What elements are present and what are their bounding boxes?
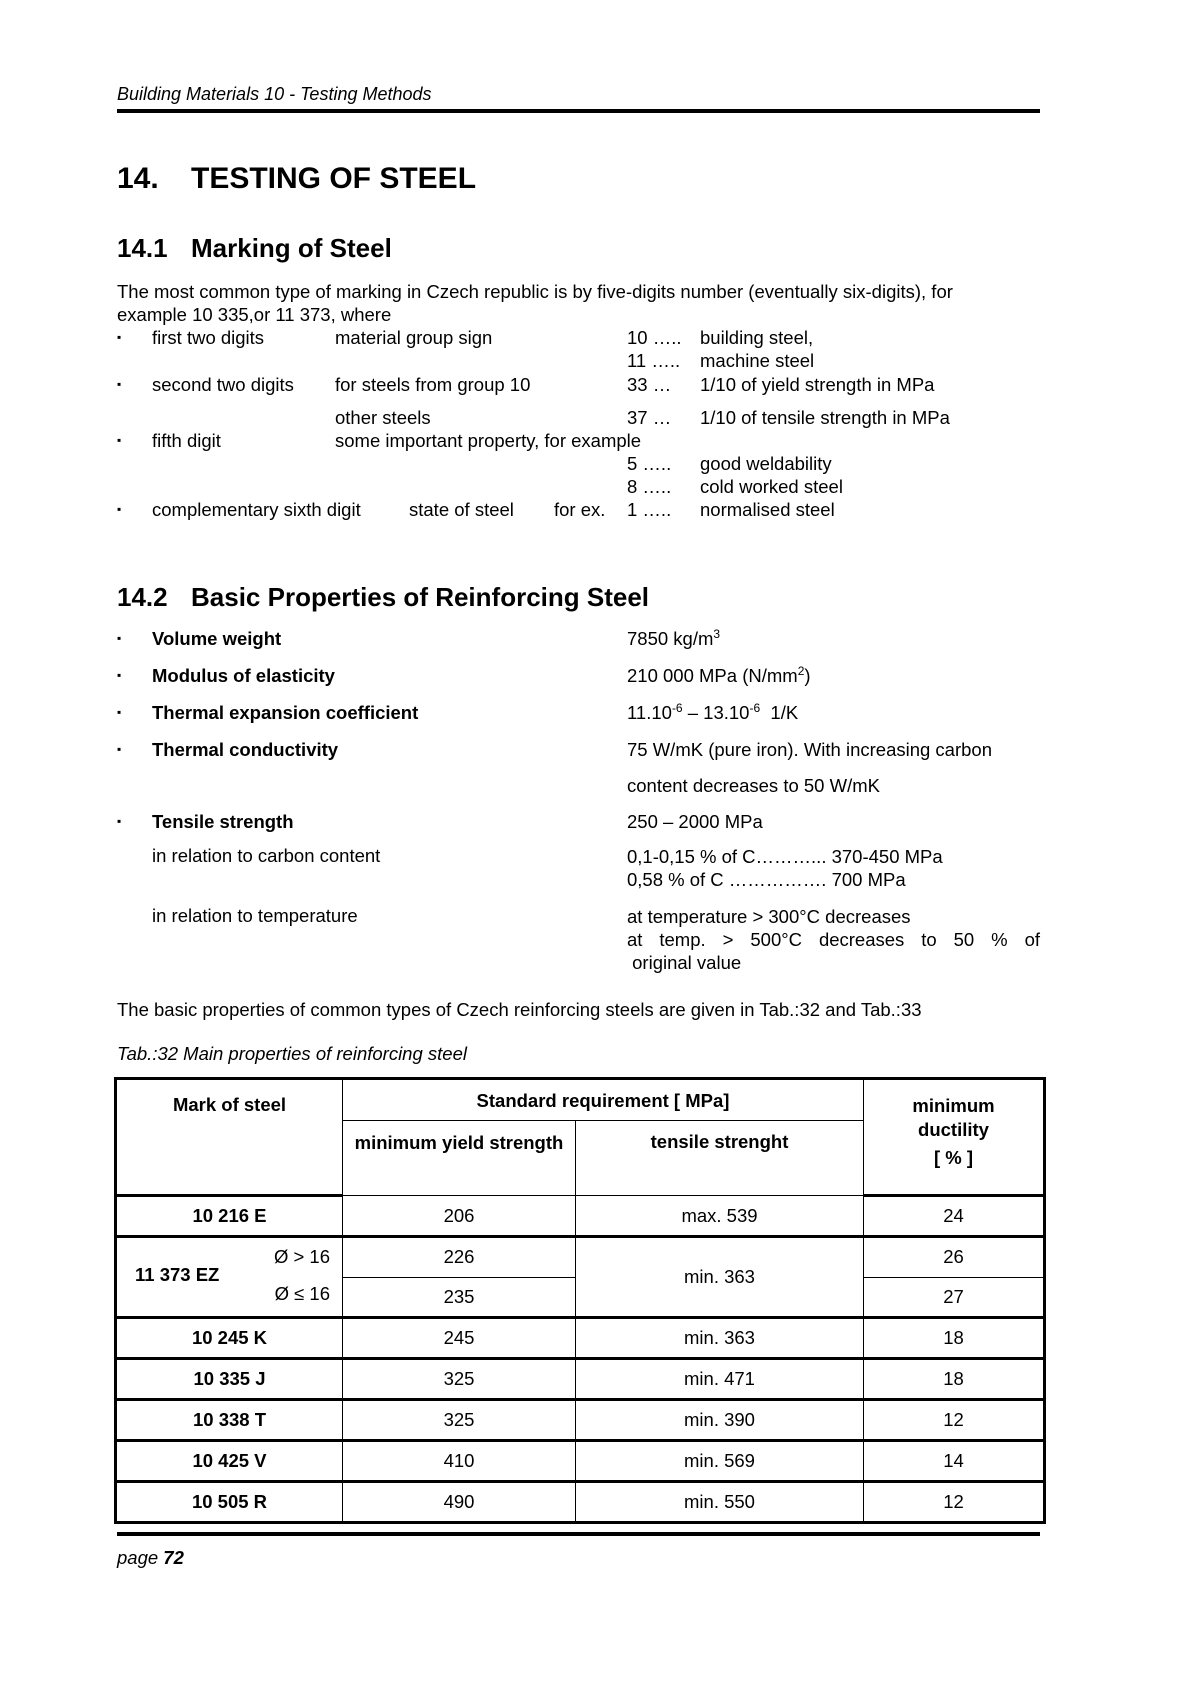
- bullet-icon: ▪: [117, 502, 122, 516]
- cell-ductility: 24: [864, 1196, 1045, 1237]
- running-header: Building Materials 10 - Testing Methods: [117, 84, 432, 104]
- cell-tensile: min. 550: [576, 1482, 864, 1523]
- cell-yield: 235: [343, 1277, 576, 1318]
- marking-row: [117, 475, 1040, 498]
- temperature-value-1: at temperature > 300°C decreases: [627, 906, 911, 927]
- footer-rule: [117, 1532, 1040, 1536]
- marking-code: 5 …..: [627, 453, 672, 474]
- property-label: Tensile strength: [152, 811, 294, 832]
- header-yield: minimum yield strength: [343, 1121, 576, 1196]
- bullet-icon: ▪: [117, 377, 122, 391]
- cell-mark-ez: [116, 1237, 343, 1318]
- property-value: 250 – 2000 MPa: [627, 811, 763, 832]
- temperature-value-3: original value: [627, 952, 742, 973]
- bullet-icon: ▪: [117, 814, 122, 828]
- cell-ductility: 27: [864, 1277, 1045, 1318]
- cell-mark: 10 216 E: [116, 1196, 343, 1237]
- marking-desc: 1/10 of yield strength in MPa: [700, 374, 935, 395]
- marking-code: 37 …: [627, 407, 672, 428]
- header-tensile: tensile strenght: [576, 1121, 864, 1196]
- value-text: 1/K: [760, 702, 799, 723]
- cell-tensile: min. 569: [576, 1441, 864, 1482]
- cell-tensile: min. 363: [576, 1237, 864, 1318]
- cell-mark: 11 373 EZ: [135, 1264, 220, 1285]
- property-value: [627, 664, 811, 687]
- diameter-above: Ø > 16: [273, 1246, 330, 1267]
- property-label: Volume weight: [152, 628, 282, 649]
- table-row: [116, 1482, 1045, 1523]
- header-ductility-2: ductility: [918, 1119, 989, 1140]
- bullet-icon: ▪: [117, 330, 122, 344]
- property-label: Thermal conductivity: [152, 739, 339, 760]
- cell-ductility: 26: [864, 1237, 1045, 1278]
- marking-row: [117, 326, 1040, 349]
- chapter-number: 14.: [117, 162, 159, 195]
- diameter-below: Ø ≤ 16: [274, 1283, 330, 1304]
- marking-row: [117, 373, 1040, 396]
- table-caption: Tab.:32 Main properties of reinforcing steel: [117, 1043, 467, 1064]
- marking-row: [117, 406, 1040, 429]
- marking-meaning: material group sign: [335, 327, 493, 348]
- cell-tensile: min. 363: [576, 1318, 864, 1359]
- property-value: [627, 627, 720, 650]
- cell-mark: 10 505 R: [116, 1482, 343, 1523]
- bullet-icon: ▪: [117, 668, 122, 682]
- marking-code: 8 …..: [627, 476, 672, 497]
- cell-yield: 245: [343, 1318, 576, 1359]
- cell-ductility: 18: [864, 1359, 1045, 1400]
- section-title: Basic Properties of Reinforcing Steel: [191, 582, 650, 612]
- value-sup: -6: [749, 701, 761, 715]
- property-label: Thermal expansion coefficient: [152, 702, 419, 723]
- marking-row-sixth: [117, 498, 1040, 521]
- marking-desc: machine steel: [700, 350, 815, 371]
- value-text: 7850 kg/m: [627, 628, 714, 649]
- marking-code: 1 …..: [627, 499, 672, 520]
- marking-row: [117, 349, 1040, 372]
- marking-digit: fifth digit: [152, 430, 221, 451]
- property-label: Modulus of elasticity: [152, 665, 335, 686]
- marking-desc: cold worked steel: [700, 476, 843, 497]
- marking-digit: first two digits: [152, 327, 265, 348]
- header-ductility-1: minimum: [912, 1095, 995, 1116]
- cell-yield: 325: [343, 1400, 576, 1441]
- cell-ductility: 12: [864, 1400, 1045, 1441]
- section-number: 14.1: [117, 233, 168, 263]
- marking-code: 33 …: [627, 374, 672, 395]
- property-value: 75 W/mK (pure iron). With increasing carbon: [627, 739, 992, 760]
- marking-digit: complementary sixth digit: [152, 499, 361, 520]
- marking-meaning: state of steel: [409, 499, 514, 520]
- cell-mark: 10 338 T: [116, 1400, 343, 1441]
- chapter-title: TESTING OF STEEL: [191, 162, 477, 195]
- page-footer: [117, 1547, 184, 1569]
- cell-mark: 10 425 V: [116, 1441, 343, 1482]
- value-text: 210 000 MPa (N/mm: [627, 665, 798, 686]
- marking-desc: 1/10 of tensile strength in MPa: [700, 407, 950, 428]
- section-heading-properties: [117, 582, 649, 613]
- table-row: [116, 1237, 1045, 1278]
- carbon-value-2: 0,58 % of C ……………. 700 MPa: [627, 869, 906, 890]
- marking-desc: normalised steel: [700, 499, 835, 520]
- value-sup: 2: [797, 664, 805, 678]
- header-ductility: [864, 1079, 1045, 1196]
- cell-tensile: min. 390: [576, 1400, 864, 1441]
- cell-ductility: 14: [864, 1441, 1045, 1482]
- cell-yield: 325: [343, 1359, 576, 1400]
- marking-code: 11 …..: [627, 350, 681, 371]
- table-row: [116, 1318, 1045, 1359]
- marking-desc: good weldability: [700, 453, 832, 474]
- marking-row: [117, 429, 1040, 452]
- marking-code: 10 …..: [627, 327, 682, 348]
- properties-summary: The basic properties of common types of Czech reinforcing steels are given in Tab.:32 and Tab.:33: [117, 999, 922, 1020]
- cell-mark: 10 245 K: [116, 1318, 343, 1359]
- section-heading-marking: [117, 233, 392, 264]
- table-row: [116, 1196, 1045, 1237]
- table-row: [116, 1359, 1045, 1400]
- cell-yield: 410: [343, 1441, 576, 1482]
- bullet-icon: ▪: [117, 705, 122, 719]
- section-title: Marking of Steel: [191, 233, 392, 263]
- footer-prefix: page: [117, 1547, 159, 1568]
- marking-desc: building steel,: [700, 327, 814, 348]
- temperature-label: in relation to temperature: [152, 905, 358, 926]
- carbon-label: in relation to carbon content: [152, 845, 381, 866]
- marking-intro-1: The most common type of marking in Czech republic is by five-digits number (eventually six-digits), for: [117, 281, 953, 302]
- value-text: – 13.10: [682, 702, 750, 723]
- steel-properties-table: [114, 1077, 1046, 1524]
- value-sup: 3: [713, 627, 721, 641]
- table-row: [116, 1400, 1045, 1441]
- chapter-heading: [117, 162, 476, 196]
- cell-mark: 10 335 J: [116, 1359, 343, 1400]
- temperature-value-2: at temp. > 500°C decreases to 50 % of: [627, 929, 1040, 950]
- marking-meaning: for steels from group 10: [335, 374, 531, 395]
- property-value-cont: content decreases to 50 W/mK: [627, 775, 880, 796]
- header-ductility-3: [ % ]: [933, 1147, 974, 1168]
- section-number: 14.2: [117, 582, 168, 612]
- table-row: [116, 1441, 1045, 1482]
- bullet-icon: ▪: [117, 433, 122, 447]
- value-sup: -6: [671, 701, 683, 715]
- carbon-value-1: 0,1-0,15 % of C………... 370-450 MPa: [627, 846, 943, 867]
- value-text: 11.10: [627, 702, 672, 723]
- cell-yield: 226: [343, 1237, 576, 1278]
- bullet-icon: ▪: [117, 631, 122, 645]
- marking-example: for ex.: [554, 499, 606, 520]
- bullet-icon: ▪: [117, 742, 122, 756]
- header-mark: Mark of steel: [116, 1079, 343, 1196]
- page-number: 72: [163, 1547, 184, 1568]
- cell-yield: 490: [343, 1482, 576, 1523]
- cell-ductility: 12: [864, 1482, 1045, 1523]
- marking-digit: second two digits: [152, 374, 294, 395]
- cell-ductility: 18: [864, 1318, 1045, 1359]
- marking-row: [117, 452, 1040, 475]
- value-tail: ): [804, 665, 811, 686]
- cell-tensile: min. 471: [576, 1359, 864, 1400]
- marking-intro-2: example 10 335,or 11 373, where: [117, 304, 392, 325]
- header-standard: Standard requirement [ MPa]: [343, 1079, 864, 1121]
- marking-meaning: some important property, for example: [335, 430, 642, 451]
- header-rule: [117, 109, 1040, 113]
- property-value: [627, 701, 798, 724]
- cell-tensile: max. 539: [576, 1196, 864, 1237]
- marking-meaning: other steels: [335, 407, 431, 428]
- cell-yield: 206: [343, 1196, 576, 1237]
